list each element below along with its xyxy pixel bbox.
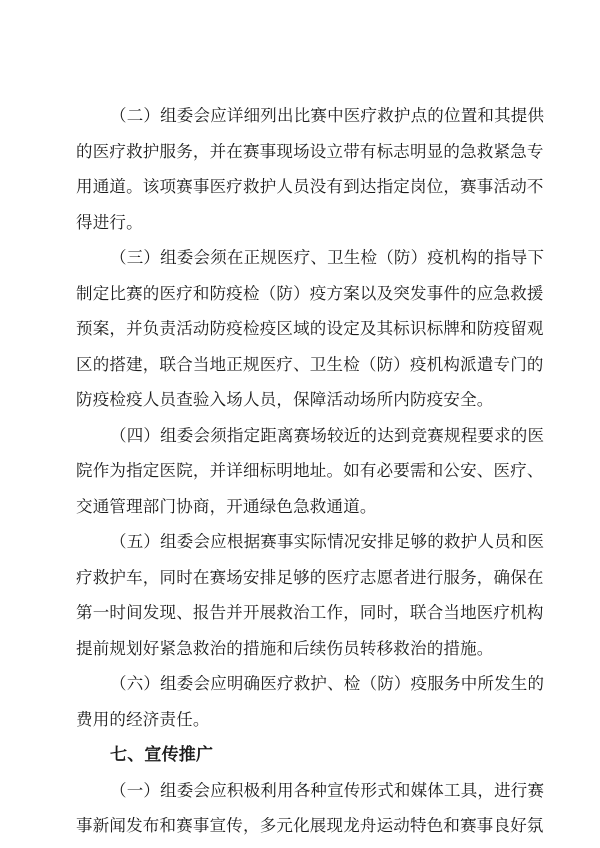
section-heading: 七、宣传推广 [110,745,214,765]
paragraph-2-line-2: 的医疗救护服务，并在赛事现场设立带有标志明显的急救紧急专 [76,142,544,161]
paragraph-5-line-4: 提前规划好紧急救治的措施和后续伤员转移救治的措施。 [76,639,494,658]
paragraph-6-line-2: 费用的经济责任。 [76,710,210,729]
paragraph-6-line-1: （六）组委会应明确医疗救护、检（防）疫服务中所发生的 [110,674,545,693]
paragraph-4-line-2: 院作为指定医院，并详细标明地址。如有必要需和公安、医疗、 [76,461,544,480]
paragraph-4-line-3: 交通管理部门协商，开通绿色急救通道。 [76,497,377,516]
paragraph-4-line-1: （四）组委会须指定距离赛场较近的达到竞赛规程要求的医 [110,426,545,445]
paragraph-5-line-2: 疗救护车，同时在赛场安排足够的医疗志愿者进行服务，确保在 [76,568,544,587]
paragraph-2-line-1: （二）组委会应详细列出比赛中医疗救护点的位置和其提供 [110,106,545,125]
paragraph-2-line-3: 用通道。该项赛事医疗救护人员没有到达指定岗位，赛事活动不 [76,177,544,196]
section-paragraph-line-1: （一）组委会应积极利用各种宣传形式和媒体工具，进行赛 [110,781,545,800]
paragraph-3-line-5: 防疫检疫人员查验入场人员，保障活动场所内防疫安全。 [76,390,494,409]
paragraph-2-line-4: 得进行。 [76,213,143,232]
paragraph-3-line-3: 预案，并负责活动防疫检疫区域的设定及其标识标牌和防疫留观 [76,319,544,338]
paragraph-3-line-1: （三）组委会须在正规医疗、卫生检（防）疫机构的指导下 [110,248,545,267]
section-paragraph-line-2: 事新闻发布和赛事宣传，多元化展现龙舟运动特色和赛事良好氛 [76,816,544,835]
paragraph-5-line-1: （五）组委会应根据赛事实际情况安排足够的救护人员和医 [110,532,545,551]
paragraph-3-line-4: 区的搭建，联合当地正规医疗、卫生检（防）疫机构派遣专门的 [76,355,544,374]
paragraph-3-line-2: 制定比赛的医疗和防疫检（防）疫方案以及突发事件的应急救援 [76,284,544,303]
paragraph-5-line-3: 第一时间发现、报告并开展救治工作，同时，联合当地医疗机构 [76,603,544,622]
